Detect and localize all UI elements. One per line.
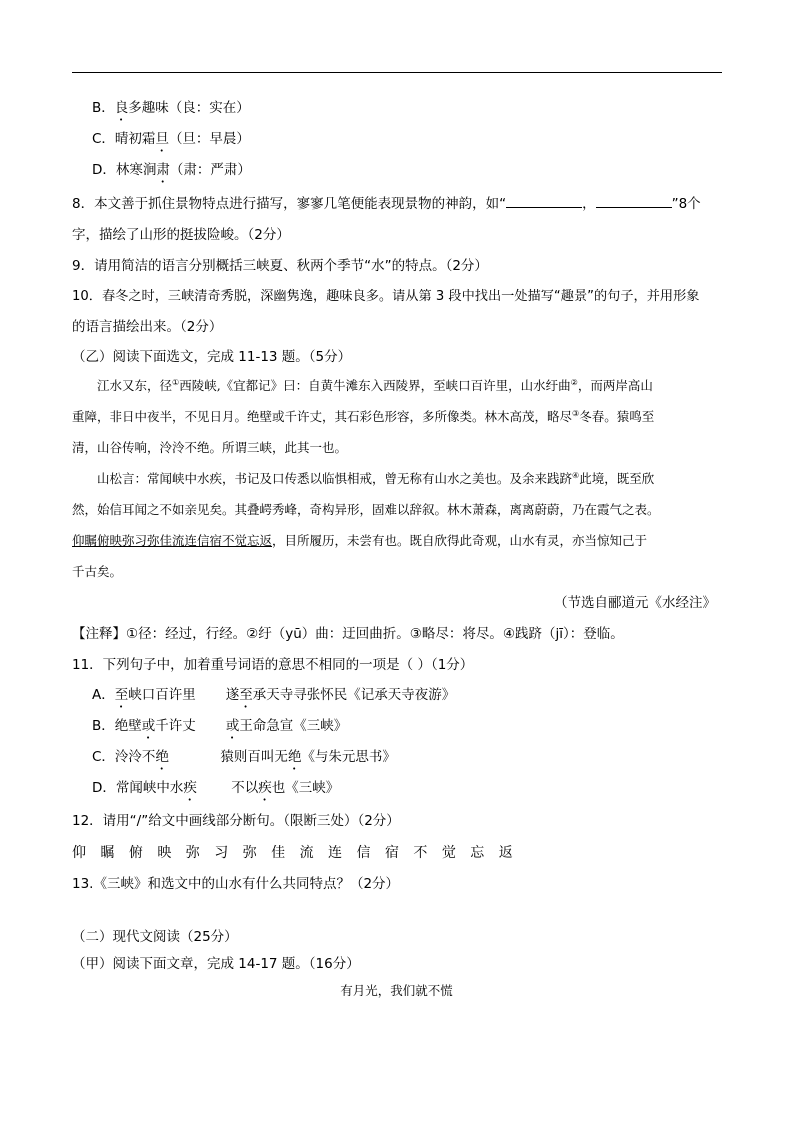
passage-p1-line3: 清，山谷传响，泠泠不绝。所谓三峡，此其一也。 — [72, 440, 348, 455]
passage-p2-line4: 千古矣。 — [72, 564, 123, 579]
passage-p2-line1: 山松言：常闻峡中水疾，书记及口传悉以临惧相戒，曾无称有山水之美也。及余来践跻④此境，既至欣 — [97, 470, 655, 486]
q11-option-b: B．绝壁或千许丈 或王命急宣《三峡》 — [92, 718, 348, 734]
passage-p2-line3: 仰瞩俯映弥习弥佳流连信宿不觉忘返，目所履历，未尝有也。既自欣得此奇观，山水有灵，亦当惊知己于 — [72, 533, 648, 548]
passage-p2-line2: 然，始信耳闻之不如亲见矣。其叠崿秀峰，奇构异形，固难以辞叙。林木萧森，离离蔚蔚，乃在霞气之表。 — [72, 502, 660, 517]
header-rule — [72, 72, 722, 73]
q7-option-b: B．良多趣味（良：实在） — [92, 100, 250, 116]
q8-blank-2[interactable] — [596, 195, 672, 208]
jia-section-intro: （甲）阅读下面文章，完成 14-17 题。（16分） — [72, 956, 360, 972]
q12-stem: 12．请用“/”给文中画线部分断句。（限断三处）（2分） — [72, 813, 400, 829]
q7-option-d: D．林寒涧肃（肃：严肃） — [92, 162, 251, 178]
q13: 13.《三峡》和选文中的山水有什么共同特点？（2分） — [72, 876, 400, 892]
q8-blank-1[interactable] — [506, 195, 582, 208]
passage-p1-line1: 江水又东，径①西陵峡,《宜都记》曰：自黄牛滩东入西陵界，至峡口百许里，山水纡曲②，而两岸高山 — [97, 377, 653, 393]
passage-source: （节选自郦道元《水经注》 — [554, 595, 716, 611]
q11-stem: 11．下列句子中，加着重号词语的意思不相同的一项是（ ）（1分） — [72, 657, 474, 673]
section-2-heading: （二）现代文阅读（25分） — [72, 929, 238, 945]
q11-option-c: C．泠泠不绝 猿则百叫无绝《与朱元思书》 — [92, 749, 396, 765]
q11-option-a: A．至峡口百许里 遂至承天寺寻张怀民《记承天寺夜游》 — [92, 687, 456, 703]
q10-line2: 的语言描绘出来。（2分） — [72, 319, 223, 335]
q9: 9．请用简洁的语言分别概括三峡夏、秋两个季节“水”的特点。（2分） — [72, 258, 488, 274]
underlined-sentence: 仰瞩俯映弥习弥佳流连信宿不觉忘返 — [72, 533, 273, 548]
article-title: 有月光，我们就不慌 — [340, 983, 453, 998]
annotations: 【注释】①径：经过，行经。②纡（yū）曲：迂回曲折。③略尽：将尽。④践跻（jī）：登临。 — [72, 626, 624, 642]
q11-option-d: D．常闻峡中水疾 不以疾也《三峡》 — [92, 780, 340, 796]
q7-option-c: C．晴初霜旦（旦：早晨） — [92, 131, 250, 147]
q8-line1: 8．本文善于抓住景物特点进行描写，寥寥几笔便能表现景物的神韵，如“ ， ”8个 — [72, 196, 701, 212]
q8-line2: 字，描绘了山形的挺拔险峻。（2分） — [72, 227, 290, 243]
q10-line1: 10．春冬之时，三峡清奇秀脱，深幽隽逸，趣味良多。请从第 3 段中找出一处描写“趣景”的句子，并用形象 — [72, 289, 700, 304]
q12-characters: 仰 瞩 俯 映 弥 习 弥 佳 流 连 信 宿 不 觉 忘 返 — [72, 845, 518, 861]
passage-p1-line2: 重障，非日中夜半，不见日月。绝壁或千许丈，其石彩色形容，多所像类。林木高茂，略尽③冬春。猿鸣至 — [72, 408, 655, 424]
yi-section-intro: （乙）阅读下面选文，完成 11-13 题。（5分） — [72, 349, 352, 365]
